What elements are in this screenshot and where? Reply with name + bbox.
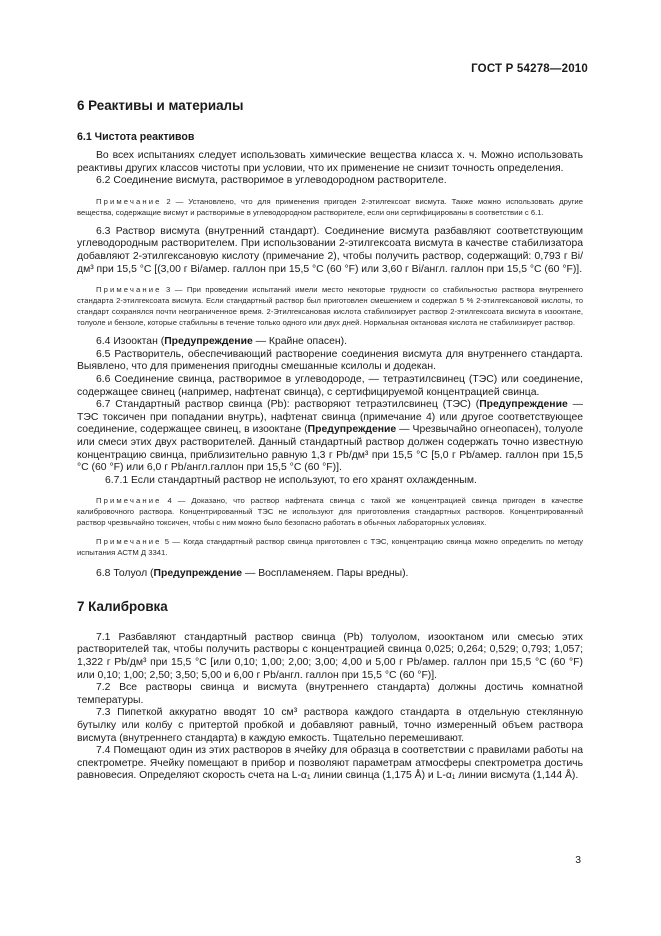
- paragraph-6-7-1: 6.7.1 Если стандартный раствор не используют, то его хранят охлажденным.: [105, 474, 477, 486]
- note-5: [77, 536, 583, 558]
- paragraph-6-6: 6.6 Соединение свинца, растворимое в углеводороде, — тетраэтилсвинец (ТЭС) или соединение, содержащее свинец (например, нафтенат свинца), с сертифицируемой концентрацией свинца.: [77, 373, 583, 398]
- section-6-heading: 6 Реактивы и материалы: [77, 98, 244, 113]
- note-4: [77, 495, 583, 528]
- paragraph-7-3: 7.3 Пипеткой аккуратно вводят 10 см³ раствора каждого стандарта в отдельную стеклянную бутылку или колбу с притертой пробкой и добавляют равный, точно измеренный объем раствора висмута (внутреннего стандарта) в каждую емкость. Тщательно перемешивают.: [77, 707, 583, 744]
- p67-warning-2: Предупреждение: [307, 424, 397, 436]
- p68-warning: Предупреждение: [153, 568, 243, 580]
- p67-text-a: 6.7 Стандартный раствор свинца (Pb): растворяют тетраэтилсвинец (ТЭС) (: [96, 399, 480, 411]
- note-3-text: 3 — При проведении испытаний имели место некоторые трудности со стабильностью раствора внутреннего стандарта 2-этилгексоата висмута. Если стандартный раствор был приготовлен смешением и содержал 5 % 2-этилгексановой кислоты, то стандарт сохранялся почти неограниченное время. 2-Этилгексановая кислота стабилизирует раствор 2-этилгексоата висмута в изооктане, толуоле и бензоле, которые стабильны в течение только одного или двух дней. Нормальная октановая кислота не стабилизирует раствор.: [77, 285, 583, 328]
- paragraph-7-1: 7.1 Разбавляют стандартный раствор свинца (Pb) толуолом, изооктаном или смесью этих растворителей так, чтобы получить растворы с концентрацией свинца 0,025; 0,264; 0,529; 0,793; 1,057; 1,322 г Pb/дм³ при 15,5 °С [или 0,10; 1,00; 2,00; 3,00; 4,00 и 5,00 г Pb/амер. галлон при 15,5 °С (60 °F) или 0,10; 1,00; 2,50; 3,50; 5,00 и 6,00 г Pb/англ. галлон при 15,5 °С (60 °F)].: [77, 631, 583, 681]
- paragraph-6-7: [77, 399, 583, 475]
- page-content: [77, 92, 583, 783]
- note-4-text: 4 — Доказано, что раствор нафтената свинца с такой же концентрацией свинца пригоден в качестве калибровочного раствора. Концентрированный ТЭС не используют для приготовления стандартных растворов. Концентрированный раствор чрезвычайно токсичен, чтобы с ним можно было безопасно работать в обычных лабораторных условиях.: [77, 496, 583, 528]
- note-2: [77, 196, 583, 218]
- note-2-label: Примечание: [96, 196, 162, 206]
- paragraph-6-4: [77, 336, 583, 349]
- p67-warning-1: Предупреждение: [479, 399, 568, 411]
- paragraph-7-2: 7.2 Все растворы свинца и висмута (внутреннего стандарта) должны достичь комнатной температуры.: [77, 682, 583, 706]
- paragraph-6-3: 6.3 Раствор висмута (внутренний стандарт). Соединение висмута разбавляют соответствующим углеводородным растворителем. При использовании 2-этилгексоата висмута в качестве стабилизатора добавляют 2-этилгексановую кислоту (примечание 2), чтобы получить раствор, содержащий: 0,793 г Bi/дм³ при 15,5 °С [(3,00 г Bi/амер. галлон при 15,5 °С (60 °F) или 3,60 г Bi/англ. галлон при 15,5 °С (60 °F)].: [77, 225, 583, 275]
- paragraph-6-8: [77, 568, 583, 581]
- p67-text-c: — ТЭС токсичен при попадании внутрь), нафтенат свинца (примечание 4) или другое соответствующее соединение, содержащее свинец, в изооктане (: [77, 399, 583, 436]
- p68-text-a: 6.8 Толуол (: [96, 568, 154, 580]
- section-7-heading: 7 Калибровка: [77, 598, 168, 614]
- p67-text-e: — Чрезвычайно огнеопасен), толуоле или смеси этих двух растворителей. Данный стандартный раствор должен содержать точно известную концентрацию свинца, приблизительно равную 1,3 г Pb/дм³ при 15,5 °С [5,0 г Pb/амер. галлон при 15,5 °С (60 °F) или 6,0 г Pb/англ.галлон при 15,5 °С (60 °F)].: [77, 424, 583, 474]
- standard-code-header: ГОСТ Р 54278—2010: [471, 63, 588, 75]
- note-5-label: Примечание: [96, 537, 162, 547]
- paragraph-6-1: Во всех испытаниях следует использовать химические вещества класса х. ч. Можно использовать реактивы других классов чистоты при условии, что их применение не снизит точность определения.: [77, 150, 583, 174]
- note-5-text: 5 — Когда стандартный раствор свинца приготовлен с ТЭС, концентрацию свинца можно определить по методу испытания АСТМ Д 3341.: [77, 537, 583, 558]
- note-2-text: 2 — Установлено, что для применения пригоден 2-этилгексоат висмута. Также можно использовать другие вещества, содержащие висмут и растворимые в углеводородном растворителе, если они сертифицированы в соответствии с 6.1.: [77, 196, 583, 217]
- page-number: 3: [575, 855, 581, 866]
- p64-text-a: 6.4 Изооктан (: [96, 336, 165, 348]
- p68-text-c: — Воспламеняем. Пары вредны).: [242, 568, 409, 580]
- note-3-label: Примечание: [96, 285, 162, 295]
- p64-warning: Предупреждение: [164, 336, 253, 348]
- paragraph-6-5: 6.5 Растворитель, обеспечивающий растворение соединения висмута для внутреннего стандарта. Выявлено, что для применения пригодны смешанные ксилолы и додекан.: [77, 348, 583, 373]
- paragraph-6-2: 6.2 Соединение висмута, растворимое в углеводородном растворителе.: [96, 175, 447, 187]
- subsection-6-1-heading: 6.1 Чистота реактивов: [77, 131, 195, 143]
- paragraph-7-4: 7.4 Помещают один из этих растворов в ячейку для образца в соответствии с правилами работы на спектрометре. Ячейку помещают в прибор и позволяют параметрам атмосферы спектрометра достичь равновесия. Определяют скорость счета на L-α₁ линии свинца (1,175 Å) и L-α₁ линии висмута (1,144 Å).: [77, 745, 583, 782]
- note-3: [77, 284, 583, 328]
- note-4-label: Примечание: [96, 496, 162, 506]
- p64-text-c: — Крайне опасен).: [252, 336, 347, 348]
